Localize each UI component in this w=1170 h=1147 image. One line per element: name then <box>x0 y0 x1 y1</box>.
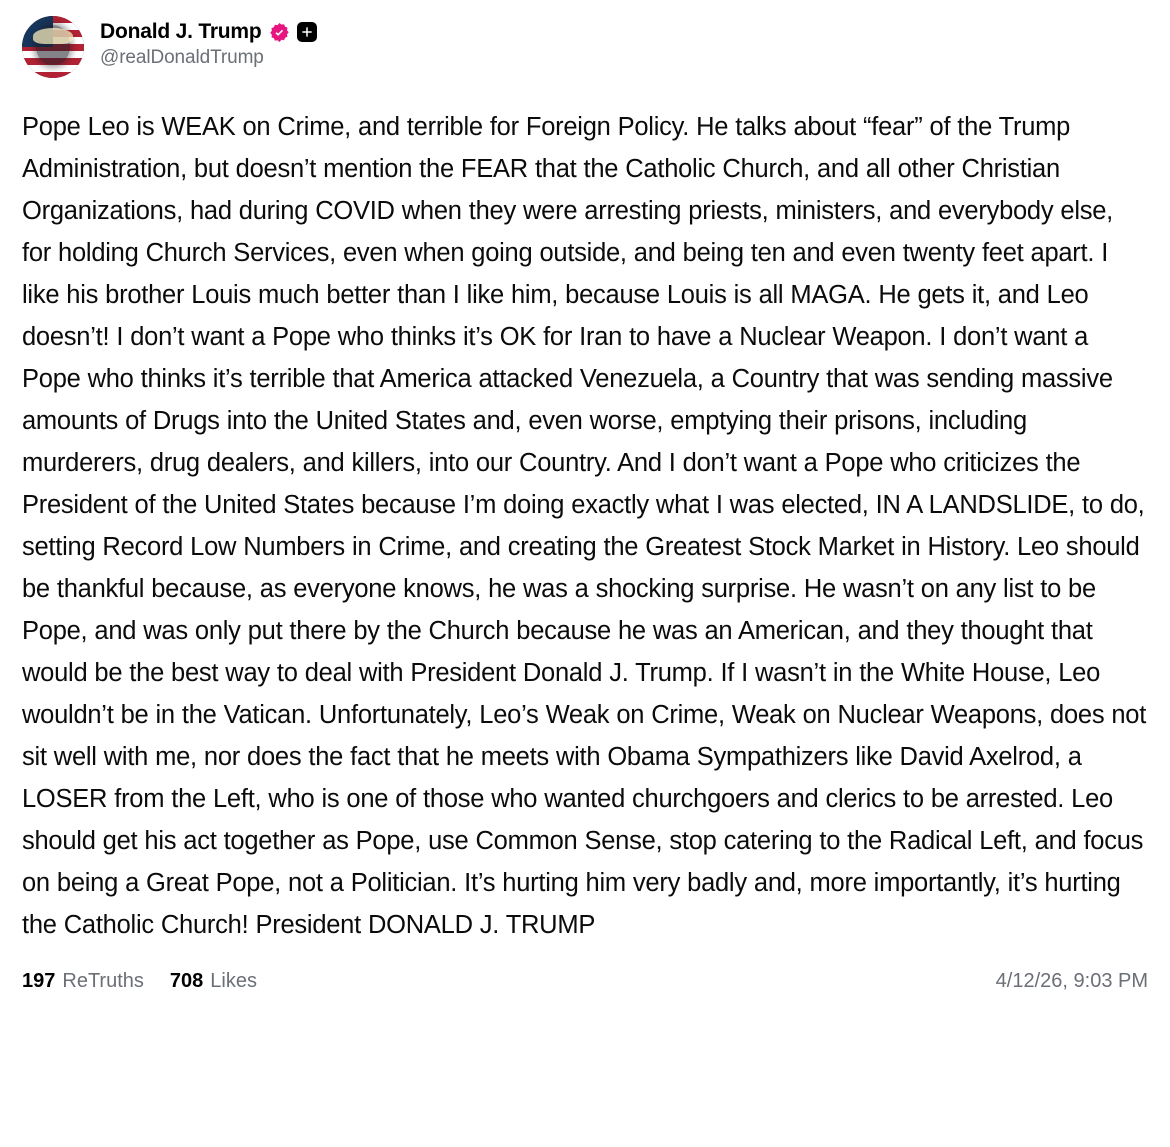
retruths-stat[interactable] <box>22 970 144 993</box>
post-timestamp: 4/12/26, 9:03 PM <box>995 970 1148 992</box>
post-footer <box>22 970 1148 1007</box>
likes-label: Likes <box>210 970 257 992</box>
avatar[interactable] <box>22 16 84 78</box>
author-name-row <box>100 20 317 44</box>
plus-badge-icon <box>297 22 317 42</box>
post-body-text: Pope Leo is WEAK on Crime, and terrible for Foreign Policy. He talks about “fear” of the Trump Administration, but doesn’t mention the FEAR that the Catholic Church, and all other Christian Organizations, had during COVID when they were arresting priests, ministers, and everybody else, for holding Church Services, even when going outside, and being ten and even twenty feet apart. I like his brother Louis much better than I like him, because Louis is all MAGA. He gets it, and Leo doesn’t! I don’t want a Pope who thinks it’s OK for Iran to have a Nuclear Weapon. I don’t want a Pope who thinks it’s terrible that America attacked Venezuela, a Country that was sending massive amounts of Drugs into the United States and, even worse, emptying their prisons, including murderers, drug dealers, and killers, into our Country. And I don’t want a Pope who criticizes the President of the United States because I’m doing exactly what I was elected, IN A LANDSLIDE, to do, setting Record Low Numbers in Crime, and creating the Greatest Stock Market in History. Leo should be thankful because, as everyone knows, he was a shocking surprise. He wasn’t on any list to be Pope, and was only put there by the Church because he was an American, and they thought that would be the best way to deal with President Donald J. Trump. If I wasn’t in the White House, Leo wouldn’t be in the Vatican. Unfortunately, Leo’s Weak on Crime, Weak on Nuclear Weapons, does not sit well with me, nor does the fact that he meets with Obama Sympathizers like David Axelrod, a LOSER from the Left, who is one of those who wanted churchgoers and clerics to be arrested. Leo should get his act together as Pope, use Common Sense, stop catering to the Radical Left, and focus on being a Great Pope, not a Politician. It’s hurting him very badly and, more importantly, it’s hurting the Catholic Church! President DONALD J. TRUMP <box>22 113 1147 939</box>
avatar-hair <box>33 28 73 44</box>
author-handle[interactable]: @realDonaldTrump <box>100 47 264 68</box>
retruths-label: ReTruths <box>62 970 144 992</box>
author-display-name[interactable]: Donald J. Trump <box>100 20 262 43</box>
likes-stat[interactable] <box>170 970 257 993</box>
post-stats <box>22 970 257 993</box>
retruths-count: 197 <box>22 970 56 992</box>
likes-count: 708 <box>169 970 204 992</box>
post-header <box>22 16 1148 84</box>
author-identity <box>100 16 317 69</box>
verified-check-icon <box>269 22 290 43</box>
